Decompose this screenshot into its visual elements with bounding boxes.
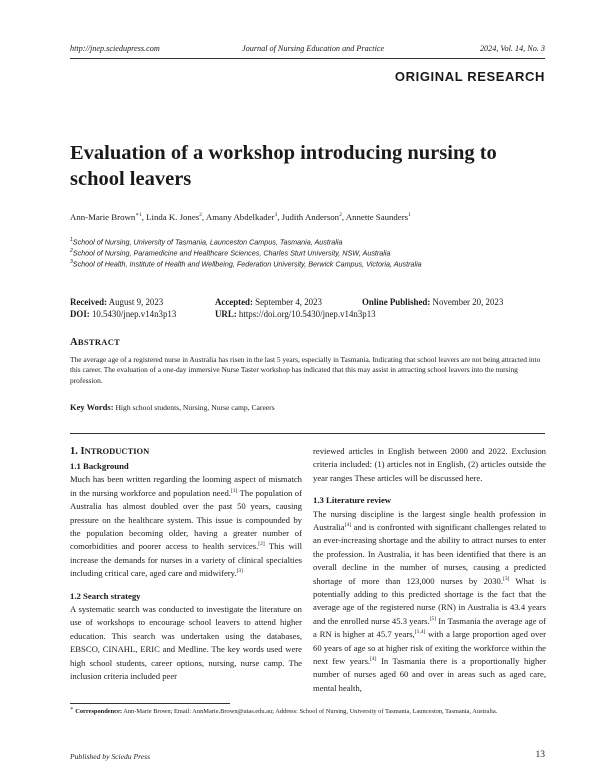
- citation[interactable]: [4]: [370, 656, 377, 663]
- publication-dates: [70, 297, 550, 321]
- citation[interactable]: [1]: [230, 487, 238, 494]
- affiliation-item: [70, 257, 550, 268]
- literature-review-paragraph: The nursing discipline is the largest single health profession in Australia[4] and is confronted with significant challenges related to an ever-increasing shortage and the ability to attract nurses to enter the profession. In Australia, it has been identified that there is an overall decline in the number of nurses, causing a predicted shortage of more than 123,000 nurses by 2030.[3] What is potentially adding to this predicted shortage is the fact that the average age of the registered nurse (RN) in Australia is 43.4 years and the enrolled nurse 45.3 years.[5] In Tasmania the average age of a RN is higher at 45.7 years,[1,4] with a large proportion aged over 60 years of age so at higher risk of exiting the workforce within the next few years.[4] In Tasmania there is a proportionally higher number of nurses aged 60 and over in areas such as aged care, mental health,: [313, 508, 546, 693]
- affiliation-text: School of Health, Institute of Health and Wellbeing, Federation University, Berwick Campus, Victoria, Australia: [72, 259, 422, 269]
- affiliation-item: [70, 246, 550, 257]
- citation[interactable]: [3]: [503, 575, 510, 582]
- citation[interactable]: [4]: [344, 522, 352, 529]
- citation[interactable]: [2]: [258, 541, 265, 548]
- received-date: Received: August 9, 2023: [70, 297, 164, 307]
- footnote-divider: [70, 703, 230, 704]
- abstract-heading: ABSTRACT: [70, 337, 121, 348]
- introduction-heading: 1. INTRODUCTION: [70, 446, 150, 457]
- accepted-date: Accepted: September 4, 2023: [215, 297, 322, 307]
- article-title: [70, 140, 540, 192]
- citation[interactable]: [5]: [429, 615, 437, 622]
- author-list: Ann-Marie Brown$^{∗1}$, Linda K. Jones$^2$, Amany Abdelkader$^3$, Judith Anderson$^2$, Annette Saunders$^1$: [70, 212, 411, 222]
- author-name: Judith Anderson: [281, 212, 340, 222]
- affiliation-mark: 2: [70, 248, 73, 254]
- author-name: Amany Abdelkader: [205, 212, 275, 222]
- article-url[interactable]: URL: https://doi.org/10.5430/jnep.v14n3p13: [215, 309, 376, 319]
- author-affiliation-mark: ∗1: [135, 212, 142, 219]
- title-line-1: Evaluation of a workshop introducing nursing to: [70, 142, 497, 164]
- keywords: [70, 402, 548, 412]
- abstract-text: The average age of a registered nurse in Australia has risen in the last 5 years, especially in Tasmania. Indicating that school leavers are not being attracted into this career. The evaluation of a one-day immersive Nurse Taster workshop has indicated that this may assist in attracting school leavers into the nursing profession.: [70, 355, 541, 385]
- author-affiliation-mark: 2: [199, 212, 202, 219]
- citation[interactable]: [1,4]: [414, 629, 426, 636]
- author-affiliation-mark: 3: [274, 212, 278, 219]
- affiliation-mark: 3: [70, 259, 73, 265]
- section-type-label: ORIGINAL RESEARCH: [394, 69, 545, 84]
- search-strategy-paragraph: A systematic search was conducted to investigate the literature on use of workshops to encourage school leavers to attend higher education. This search was undertaken using the databases, EBSCO, CINAHL, ERIC and Medline. The key words used were high school students, career options, nursing, nurse camp. The inclusion criteria included peer: [70, 604, 302, 682]
- continued-paragraph: reviewed articles in English between 2000 and 2022. Exclusion criteria included: (1) articles not in English, (2) articles outside the year ranges These articles will be discussed here.: [313, 446, 546, 483]
- keywords-label: Key Words:: [70, 402, 114, 412]
- title-line-2: school leavers: [70, 168, 192, 190]
- section-divider: [70, 433, 545, 434]
- author-name: Linda K. Jones: [146, 212, 200, 222]
- literature-review-heading: 1.3 Literature review: [313, 495, 392, 506]
- publisher-footer: Published by Sciedu Press: [70, 752, 151, 761]
- running-header: [70, 44, 545, 56]
- author-affiliation-mark: 1: [408, 212, 411, 219]
- published-date: Online Published: November 20, 2023: [362, 297, 504, 307]
- author-affiliation-mark: 2: [339, 212, 342, 219]
- search-strategy-heading: 1.2 Search strategy: [70, 590, 141, 601]
- volume-info: 2024, Vol. 14, No. 3: [479, 44, 545, 53]
- background-heading: 1.1 Background: [70, 461, 129, 471]
- citation[interactable]: [3]: [236, 568, 244, 575]
- page-number: 13: [535, 750, 545, 760]
- correspondence-footnote: ∗ Correspondence: Ann-Marie Brown; Email: AnnMarie.Brown@utas.edu.au; Address: School of Nursing, University of Tasmania, Launceston, Tasmania, Australia.: [70, 706, 498, 716]
- left-column: [70, 445, 302, 683]
- journal-url[interactable]: http://jnep.sciedupress.com: [70, 44, 160, 53]
- affiliation-item: [70, 235, 550, 246]
- background-paragraph: Much has been written regarding the looming aspect of mismatch in the nursing workforce and population need.[1] The population of Australia has almost doubled over the past 50 years, causing pressure on the healthcare system. This issue is compounded by the population becoming older, having a greater number of comorbidities and poorer access to health services.[2] This will increase the demands for nurses in a variety of clinical specialties including critical care, aged care and midwifery.[3]: [70, 474, 302, 579]
- author-name: Ann-Marie Brown: [70, 212, 136, 222]
- doi[interactable]: DOI: 10.5430/jnep.v14n3p13: [70, 309, 177, 319]
- journal-name: Journal of Nursing Education and Practice: [242, 44, 385, 53]
- affiliation-list: [70, 235, 550, 268]
- header-divider: [70, 58, 545, 59]
- affiliation-text: School of Nursing, University of Tasmania, Launceston Campus, Tasmania, Australia: [72, 237, 343, 247]
- affiliation-text: School of Nursing, Paramedicine and Healthcare Sciences, Charles Sturt University, NSW, Australia: [72, 248, 391, 258]
- author-name: Annette Saunders: [345, 212, 409, 222]
- affiliation-mark: 1: [70, 237, 73, 243]
- right-column: [313, 445, 546, 695]
- keywords-text: High school students, Nursing, Nurse camp, Careers: [115, 403, 275, 412]
